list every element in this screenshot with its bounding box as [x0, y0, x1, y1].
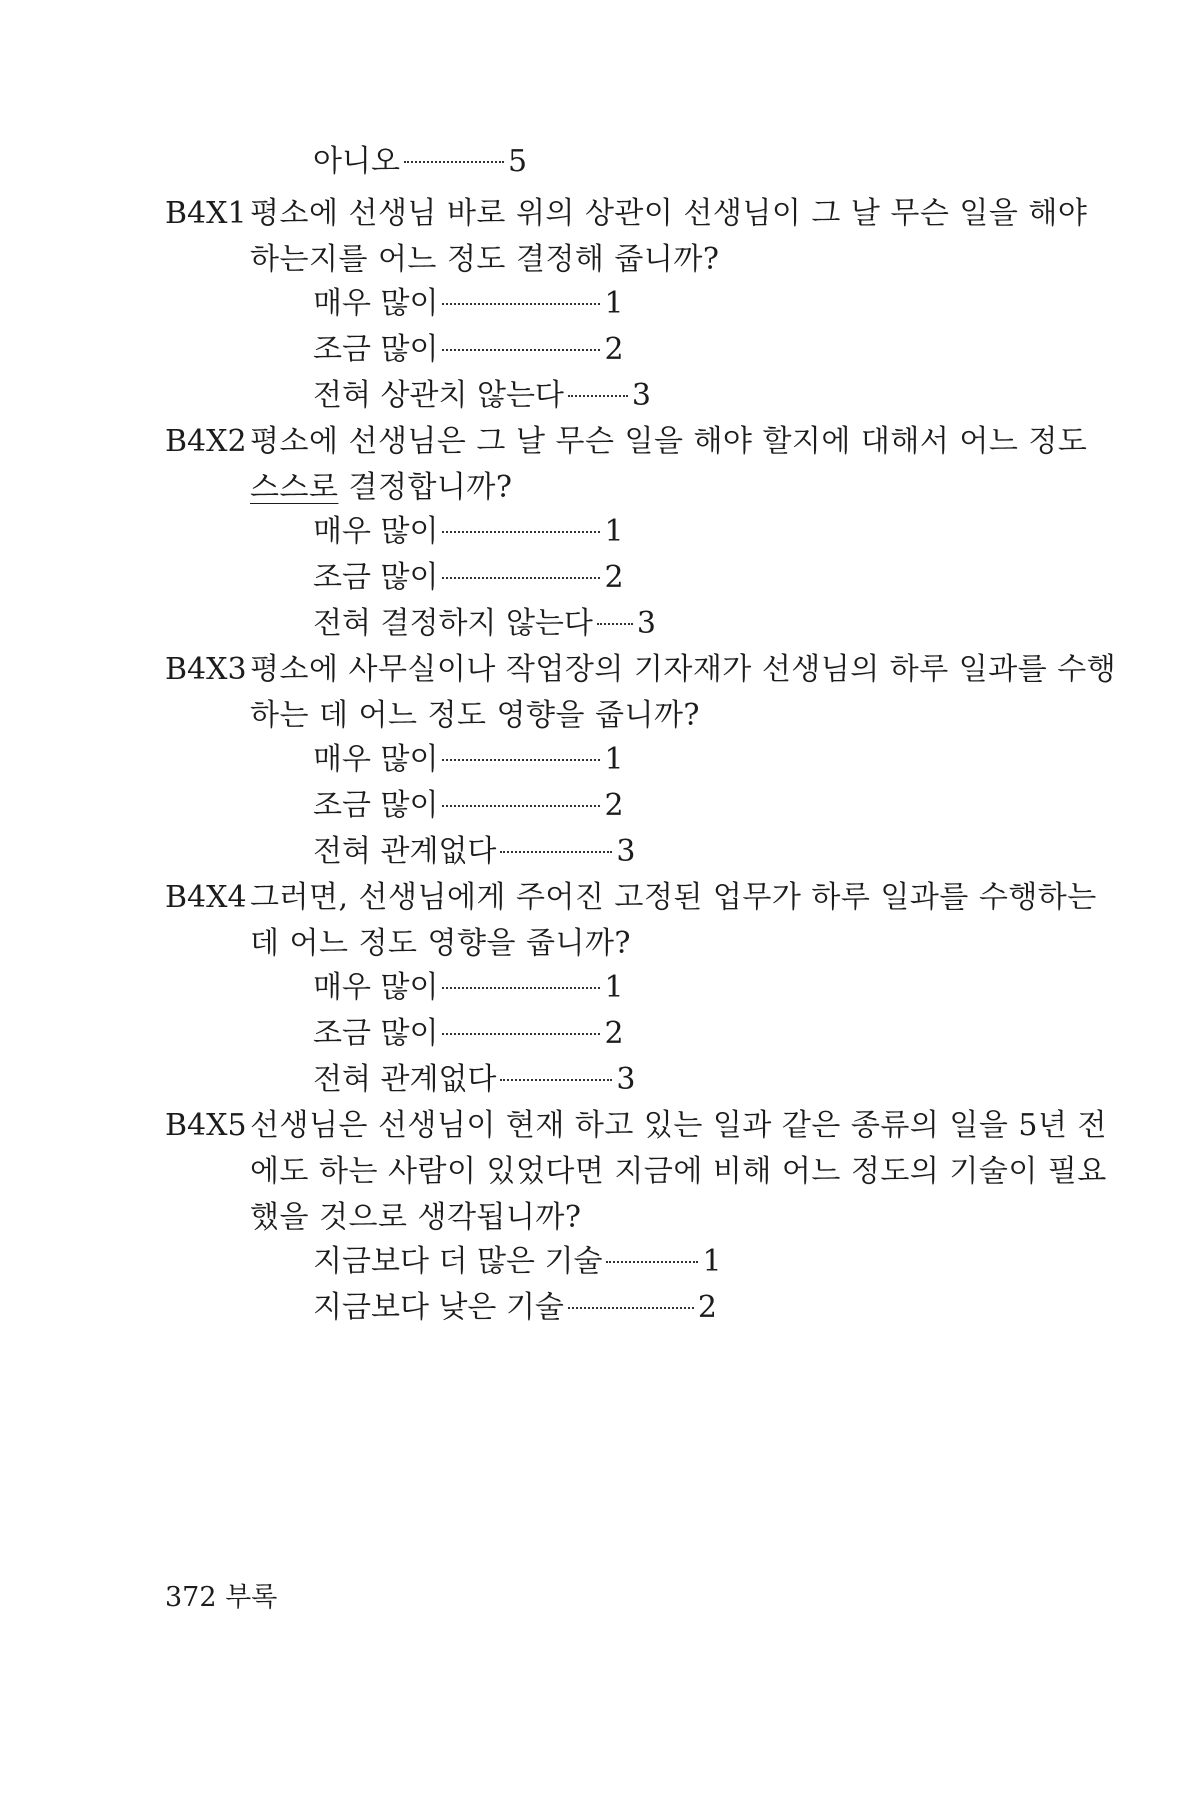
question-text-line: 했을 것으로 생각됩니까?: [250, 1200, 582, 1235]
option-row: [313, 512, 624, 552]
option-label: 전혀 상관치 않는다: [313, 378, 564, 413]
option-row: [313, 604, 656, 644]
option-code: 1: [604, 970, 624, 1005]
dot-leader: [442, 531, 600, 533]
option-code: 2: [604, 332, 624, 367]
question-text-line: 그러면, 선생님에게 주어진 고정된 업무가 하루 일과를 수행하는: [250, 880, 1097, 915]
option-code: 2: [697, 1290, 718, 1325]
question-id: B4X1: [165, 196, 247, 231]
dot-leader: [442, 987, 600, 989]
option-row: [313, 832, 636, 872]
option-code: 2: [604, 1016, 624, 1051]
question-text-line: 하는지를 어느 정도 결정해 줍니까?: [250, 242, 720, 277]
dot-leader: [442, 759, 600, 761]
option-label: 지금보다 낮은 기술: [313, 1290, 564, 1325]
option-row: [313, 1014, 624, 1054]
option-row: [313, 376, 651, 416]
option-row: [313, 786, 624, 826]
question-text-line: 평소에 선생님은 그 날 무슨 일을 해야 할지에 대해서 어느 정도: [250, 424, 1088, 459]
option-row: [313, 1288, 717, 1328]
option-row: [313, 968, 624, 1008]
dot-leader: [568, 395, 628, 397]
option-code: 1: [604, 742, 624, 777]
option-label: 매우 많이: [313, 514, 439, 549]
dot-leader: [404, 161, 504, 163]
question-text-line: 평소에 선생님 바로 위의 상관이 선생님이 그 날 무슨 일을 해야: [250, 196, 1088, 231]
question-text-rest: 결정합니까?: [338, 470, 513, 505]
option-row: [313, 284, 624, 324]
option-label: 조금 많이: [313, 560, 439, 595]
underlined-emphasis: 스스로: [250, 470, 339, 505]
dot-leader: [597, 623, 633, 625]
option-label: 매우 많이: [313, 970, 439, 1005]
dot-leader: [442, 1033, 600, 1035]
page-footer: 372 부록: [165, 1582, 278, 1613]
dot-leader: [606, 1261, 698, 1263]
option-label: 매우 많이: [313, 286, 439, 321]
option-code: 1: [702, 1244, 722, 1279]
option-code: 5: [507, 144, 528, 179]
option-code: 1: [604, 514, 624, 549]
option-code: 3: [631, 378, 652, 413]
option-row: [313, 740, 624, 780]
dot-leader: [500, 851, 612, 853]
option-row: [313, 1242, 722, 1282]
option-code: 1: [604, 286, 624, 321]
option-row: [313, 142, 527, 182]
option-label: 매우 많이: [313, 742, 439, 777]
question-text-line: 에도 하는 사람이 있었다면 지금에 비해 어느 정도의 기술이 필요: [250, 1154, 1107, 1189]
option-code: 2: [604, 560, 624, 595]
option-label: 조금 많이: [313, 1016, 439, 1051]
option-label: 조금 많이: [313, 332, 439, 367]
option-label: 전혀 관계없다: [313, 1062, 497, 1097]
option-code: 3: [636, 606, 656, 641]
option-code: 2: [604, 788, 624, 823]
option-row: [313, 558, 624, 598]
option-code: 3: [616, 1062, 636, 1097]
dot-leader: [442, 349, 600, 351]
question-text-line: [250, 468, 1045, 508]
option-code: 3: [616, 834, 636, 869]
question-text-line: 데 어느 정도 영향을 줍니까?: [250, 926, 632, 961]
dot-leader: [442, 577, 600, 579]
question-text-line: 하는 데 어느 정도 영향을 줍니까?: [250, 698, 701, 733]
question-id: B4X4: [165, 880, 247, 915]
dot-leader: [500, 1079, 612, 1081]
question-id: B4X2: [165, 424, 247, 459]
option-label: 전혀 관계없다: [313, 834, 497, 869]
question-text-line: 평소에 사무실이나 작업장의 기자재가 선생님의 하루 일과를 수행: [250, 652, 1117, 687]
option-label: 전혀 결정하지 않는다: [313, 606, 593, 641]
option-label: 조금 많이: [313, 788, 439, 823]
question-text-line: 선생님은 선생님이 현재 하고 있는 일과 같은 종류의 일을 5년 전: [250, 1108, 1107, 1143]
option-label: 아니오: [313, 144, 400, 179]
dot-leader: [442, 303, 600, 305]
option-row: [313, 330, 624, 370]
option-row: [313, 1060, 636, 1100]
question-id: B4X5: [165, 1108, 247, 1143]
option-label: 지금보다 더 많은 기술: [313, 1244, 603, 1279]
question-id: B4X3: [165, 652, 247, 687]
dot-leader: [442, 805, 600, 807]
dot-leader: [568, 1307, 694, 1309]
